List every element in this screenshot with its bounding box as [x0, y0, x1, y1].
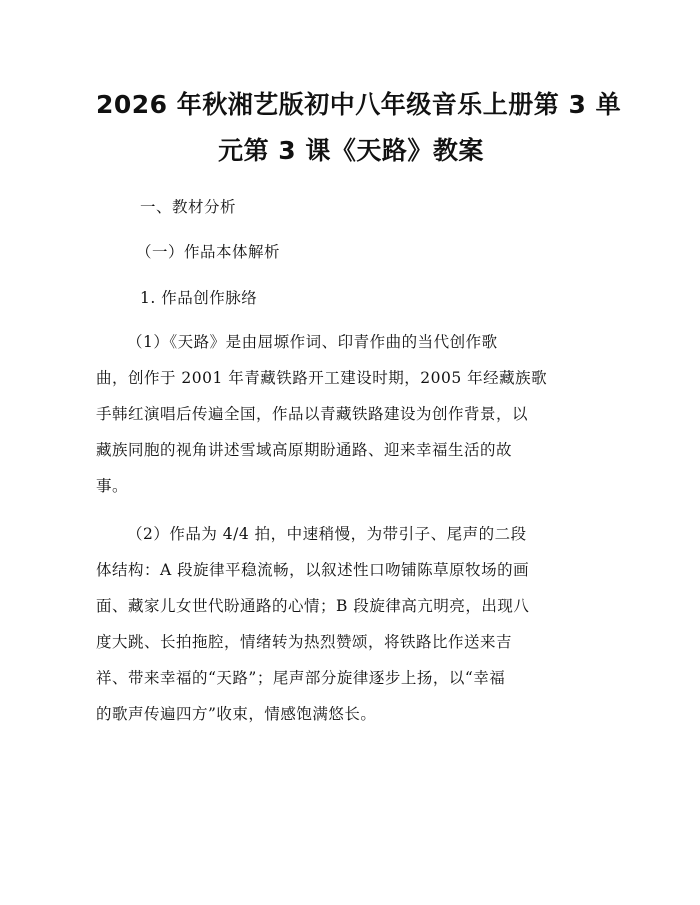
paragraph-2-line: 体结构：A 段旋律平稳流畅，以叙述性口吻铺陈草原牧场的画 — [96, 561, 530, 579]
paragraph-1 — [96, 324, 606, 504]
paragraph-2 — [96, 516, 606, 732]
paragraph-2-line: 祥、带来幸福的“天路”；尾声部分旋律逐步上扬，以“幸福 — [96, 669, 506, 687]
paragraph-2-line: 度大跳、长拍拖腔，情绪转为热烈赞颂，将铁路比作送来吉 — [96, 633, 513, 651]
document-title-line-1: 2026 年秋湘艺版初中八年级音乐上册第 3 单 — [96, 90, 622, 119]
subsection-heading-1-1: （一）作品本体解析 — [136, 243, 281, 261]
paragraph-2-line: 面、藏家儿女世代盼通路的心情；B 段旋律高亢明亮，出现八 — [96, 597, 530, 615]
subsubsection-heading-1-1-1: 1. 作品创作脉络 — [140, 289, 258, 307]
paragraph-1-line: 手韩红演唱后传遍全国，作品以青藏铁路建设为创作背景，以 — [96, 405, 529, 423]
paragraph-1-line: 藏族同胞的视角讲述雪域高原期盼通路、迎来幸福生活的故 — [96, 441, 513, 459]
document-title-line-2: 元第 3 课《天路》教案 — [218, 136, 484, 165]
paragraph-2-line: （2）作品为 4/4 拍，中速稍慢，为带引子、尾声的二段 — [127, 525, 527, 543]
paragraph-1-line: 事。 — [96, 477, 129, 495]
paragraph-2-line: 的歌声传遍四方”收束，情感饱满悠长。 — [96, 705, 377, 723]
paragraph-1-line: 曲，创作于 2001 年青藏铁路开工建设时期，2005 年经藏族歌 — [96, 369, 548, 387]
section-heading-1: 一、教材分析 — [140, 198, 237, 216]
paragraph-1-line: （1）《天路》是由屈塬作词、印青作曲的当代创作歌 — [127, 333, 498, 351]
